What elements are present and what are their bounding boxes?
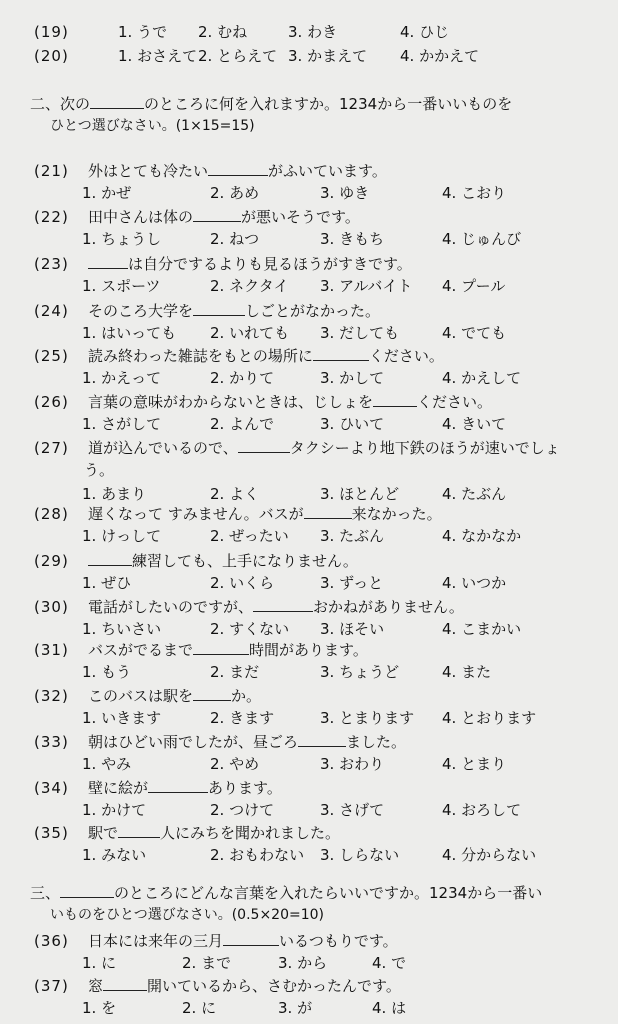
question-text: このバスは駅を — [88, 687, 194, 705]
option-choice: 1. ぜひ — [82, 574, 132, 592]
question-row — [34, 551, 610, 571]
option-choice: 1. スポーツ — [82, 277, 161, 295]
section-heading — [30, 883, 610, 903]
question-number: (34) — [34, 779, 69, 797]
option-choice: 1. かけて — [82, 801, 147, 819]
question-row — [34, 346, 610, 366]
heading-text: のところにどんな言葉を入れたらいいですか。1234から一番い — [114, 884, 543, 902]
option-choice: 1. もう — [82, 663, 132, 681]
question-row — [34, 640, 610, 660]
question-number: (25) — [34, 347, 69, 365]
question-text: ました。 — [346, 733, 407, 751]
option-choice: 4. いつか — [442, 574, 507, 592]
option-choice: 3. ずっと — [320, 574, 384, 592]
question-text: ください。 — [417, 393, 493, 411]
answer-blank — [193, 640, 249, 655]
question-row — [34, 686, 610, 706]
option-choice: 3. おわり — [320, 755, 385, 773]
option-choice: 3. ひいて — [320, 415, 385, 433]
option-choice: 2. いれても — [210, 324, 290, 342]
question-text: あります。 — [208, 779, 282, 797]
option-choice: 2. つけて — [210, 801, 275, 819]
option-choice: 2. よんで — [210, 415, 275, 433]
option-choice: 2. とらえて — [198, 47, 278, 65]
question-text: が悪いそうです。 — [241, 208, 360, 226]
option-choice: 3. から — [278, 954, 328, 972]
question-text: 道が込んでいるので、 — [88, 439, 238, 457]
option-choice: 2. おもわない — [210, 846, 305, 864]
option-choice: 1. はいっても — [82, 324, 177, 342]
option-choice: 2. やめ — [210, 755, 260, 773]
option-choice: 4. きいて — [442, 415, 507, 433]
question-text: か。 — [231, 687, 262, 705]
option-choice: 2. まだ — [210, 663, 260, 681]
question-row — [34, 504, 610, 524]
question-number: (28) — [34, 505, 69, 523]
question-text: しごとがなかった。 — [245, 302, 381, 320]
answer-blank — [298, 732, 346, 747]
option-choice: 1. みない — [82, 846, 147, 864]
question-number: (33) — [34, 733, 69, 751]
option-choice: 3. とまります — [320, 709, 415, 727]
option-choice: 2. ぜったい — [210, 527, 289, 545]
option-choice: 3. だしても — [320, 324, 400, 342]
question-text: 読み終わった雑誌をもとの場所に — [88, 347, 313, 365]
answer-blank — [118, 823, 160, 838]
answer-blank — [373, 392, 417, 407]
option-choice: 4. こおり — [442, 184, 507, 202]
answer-blank — [88, 551, 132, 566]
question-row — [34, 301, 610, 321]
option-choice: 1. を — [82, 999, 117, 1017]
option-choice: 4. なかなか — [442, 527, 522, 545]
option-choice: 1. ちょうし — [82, 230, 162, 248]
option-choice: 2. きます — [210, 709, 275, 727]
option-choice: 4. じゅんび — [442, 230, 522, 248]
question-text: 電話がしたいのですが、 — [88, 598, 254, 616]
answer-blank — [193, 207, 241, 222]
option-choice: 2. ネクタイ — [210, 277, 289, 295]
option-choice: 4. とおります — [442, 709, 537, 727]
answer-blank — [103, 976, 147, 991]
question-row — [34, 778, 610, 798]
option-choice: 4. また — [442, 663, 492, 681]
heading-text: 三、 — [30, 884, 61, 902]
section-instruction: ひとつ選びなさい。(1×15=15) — [50, 118, 255, 134]
question-text: 来なかった。 — [351, 505, 442, 523]
option-choice: 1. いきます — [82, 709, 162, 727]
option-choice: 2. むね — [198, 23, 248, 41]
option-choice: 1. うで — [118, 23, 168, 41]
option-choice: 3. かして — [320, 369, 385, 387]
option-choice: 3. たぶん — [320, 527, 385, 545]
question-number: (31) — [34, 641, 69, 659]
question-number: (35) — [34, 824, 69, 842]
question-continuation: う。 — [84, 461, 115, 479]
question-number: (36) — [34, 932, 69, 950]
question-row — [34, 161, 610, 181]
option-choice: 3. が — [278, 999, 313, 1017]
answer-blank — [253, 597, 313, 612]
question-row — [34, 207, 610, 227]
answer-blank — [88, 254, 128, 269]
option-choice: 1. かぜ — [82, 184, 132, 202]
question-number: (32) — [34, 687, 69, 705]
option-choice: 4. 分からない — [442, 846, 537, 864]
question-text: 駅で — [88, 824, 119, 842]
answer-blank — [208, 161, 268, 176]
option-choice: 2. かりて — [210, 369, 275, 387]
option-choice: 4. でても — [442, 324, 507, 342]
heading-text: 二、次の — [30, 95, 91, 113]
option-choice: 2. すくない — [210, 620, 290, 638]
question-text: 練習しても、上手になりません。 — [132, 552, 358, 570]
question-number: (23) — [34, 255, 69, 273]
option-choice: 2. まで — [182, 954, 232, 972]
option-choice: 1. に — [82, 954, 117, 972]
option-choice: 4. ひじ — [400, 23, 450, 41]
question-text: がふいています。 — [268, 162, 387, 180]
section-heading — [30, 94, 610, 114]
answer-blank — [60, 883, 114, 898]
option-choice: 1. さがして — [82, 415, 162, 433]
question-number: (27) — [34, 439, 69, 457]
question-number: (26) — [34, 393, 69, 411]
option-choice: 3. きもち — [320, 230, 385, 248]
answer-blank — [148, 778, 208, 793]
question-row — [34, 597, 610, 617]
answer-blank — [304, 504, 352, 519]
option-choice: 3. かまえて — [288, 47, 368, 65]
answer-blank — [223, 931, 279, 946]
heading-text: のところに何を入れますか。1234から一番いいものを — [144, 95, 513, 113]
question-text: 時間があります。 — [249, 641, 368, 659]
question-row — [34, 976, 610, 996]
question-text: 日本には来年の三月 — [88, 932, 224, 950]
option-choice: 4. とまり — [442, 755, 507, 773]
question-text: 外はとても冷たい — [88, 162, 209, 180]
option-choice: 4. おろして — [442, 801, 522, 819]
section-instruction: いものをひとつ選びなさい。(0.5×20=10) — [50, 907, 324, 923]
question-text: 人にみちを聞かれました。 — [160, 824, 341, 842]
question-text: ください。 — [368, 347, 444, 365]
question-number: (29) — [34, 552, 69, 570]
option-choice: 3. わき — [288, 23, 338, 41]
option-choice: 3. アルバイト — [320, 277, 413, 295]
question-text: 壁に絵が — [88, 779, 149, 797]
question-text: いるつもりです。 — [279, 932, 398, 950]
answer-blank — [193, 686, 231, 701]
option-choice: 1. あまり — [82, 485, 147, 503]
question-number: (24) — [34, 302, 69, 320]
question-number: (19) — [34, 23, 69, 41]
option-choice: 1. かえって — [82, 369, 162, 387]
option-choice: 3. ほそい — [320, 620, 385, 638]
option-choice: 1. やみ — [82, 755, 132, 773]
option-choice: 2. いくら — [210, 574, 275, 592]
question-number: (21) — [34, 162, 69, 180]
option-choice: 2. に — [182, 999, 217, 1017]
question-number: (22) — [34, 208, 69, 226]
option-choice: 2. よく — [210, 485, 260, 503]
question-row — [34, 931, 610, 951]
option-choice: 3. ほとんど — [320, 485, 400, 503]
answer-blank — [193, 301, 245, 316]
question-text: バスがでるまで — [88, 641, 194, 659]
question-number: (30) — [34, 598, 69, 616]
question-row — [34, 438, 610, 458]
question-text: おかねがありません。 — [313, 598, 464, 616]
option-choice: 4. たぶん — [442, 485, 507, 503]
answer-blank — [313, 346, 369, 361]
question-row — [34, 732, 610, 752]
option-choice: 2. ねつ — [210, 230, 260, 248]
option-choice: 1. おさえて — [118, 47, 198, 65]
option-choice: 4. で — [372, 954, 407, 972]
question-text: 言葉の意味がわからないときは、じしょを — [88, 393, 374, 411]
option-choice: 2. あめ — [210, 184, 260, 202]
option-choice: 3. ちょうど — [320, 663, 400, 681]
question-number: (20) — [34, 47, 69, 65]
option-choice: 4. は — [372, 999, 407, 1017]
option-choice: 1. けっして — [82, 527, 162, 545]
option-choice: 3. しらない — [320, 846, 400, 864]
question-text: 窓 — [88, 977, 104, 995]
question-text: 開いているから、さむかったんです。 — [147, 977, 401, 995]
question-text: 田中さんは体の — [88, 208, 194, 226]
option-choice: 4. かかえて — [400, 47, 480, 65]
question-row — [34, 254, 610, 274]
question-text: タクシーより地下鉄のほうが速いでしょ — [289, 439, 560, 457]
question-text: そのころ大学を — [88, 302, 194, 320]
option-choice: 3. ゆき — [320, 184, 370, 202]
question-row — [34, 392, 610, 412]
question-text: 朝はひどい雨でしたが、昼ごろ — [88, 733, 299, 751]
answer-blank — [90, 94, 144, 109]
question-row — [34, 823, 610, 843]
option-choice: 4. かえして — [442, 369, 522, 387]
option-choice: 4. プール — [442, 277, 506, 295]
option-choice: 4. こまかい — [442, 620, 522, 638]
question-number: (37) — [34, 977, 69, 995]
question-text: は自分でするよりも見るほうがすきです。 — [128, 255, 412, 273]
option-choice: 1. ちいさい — [82, 620, 162, 638]
option-choice: 3. さげて — [320, 801, 385, 819]
question-text: 遅くなって すみません。バスが — [88, 505, 304, 523]
answer-blank — [238, 438, 290, 453]
